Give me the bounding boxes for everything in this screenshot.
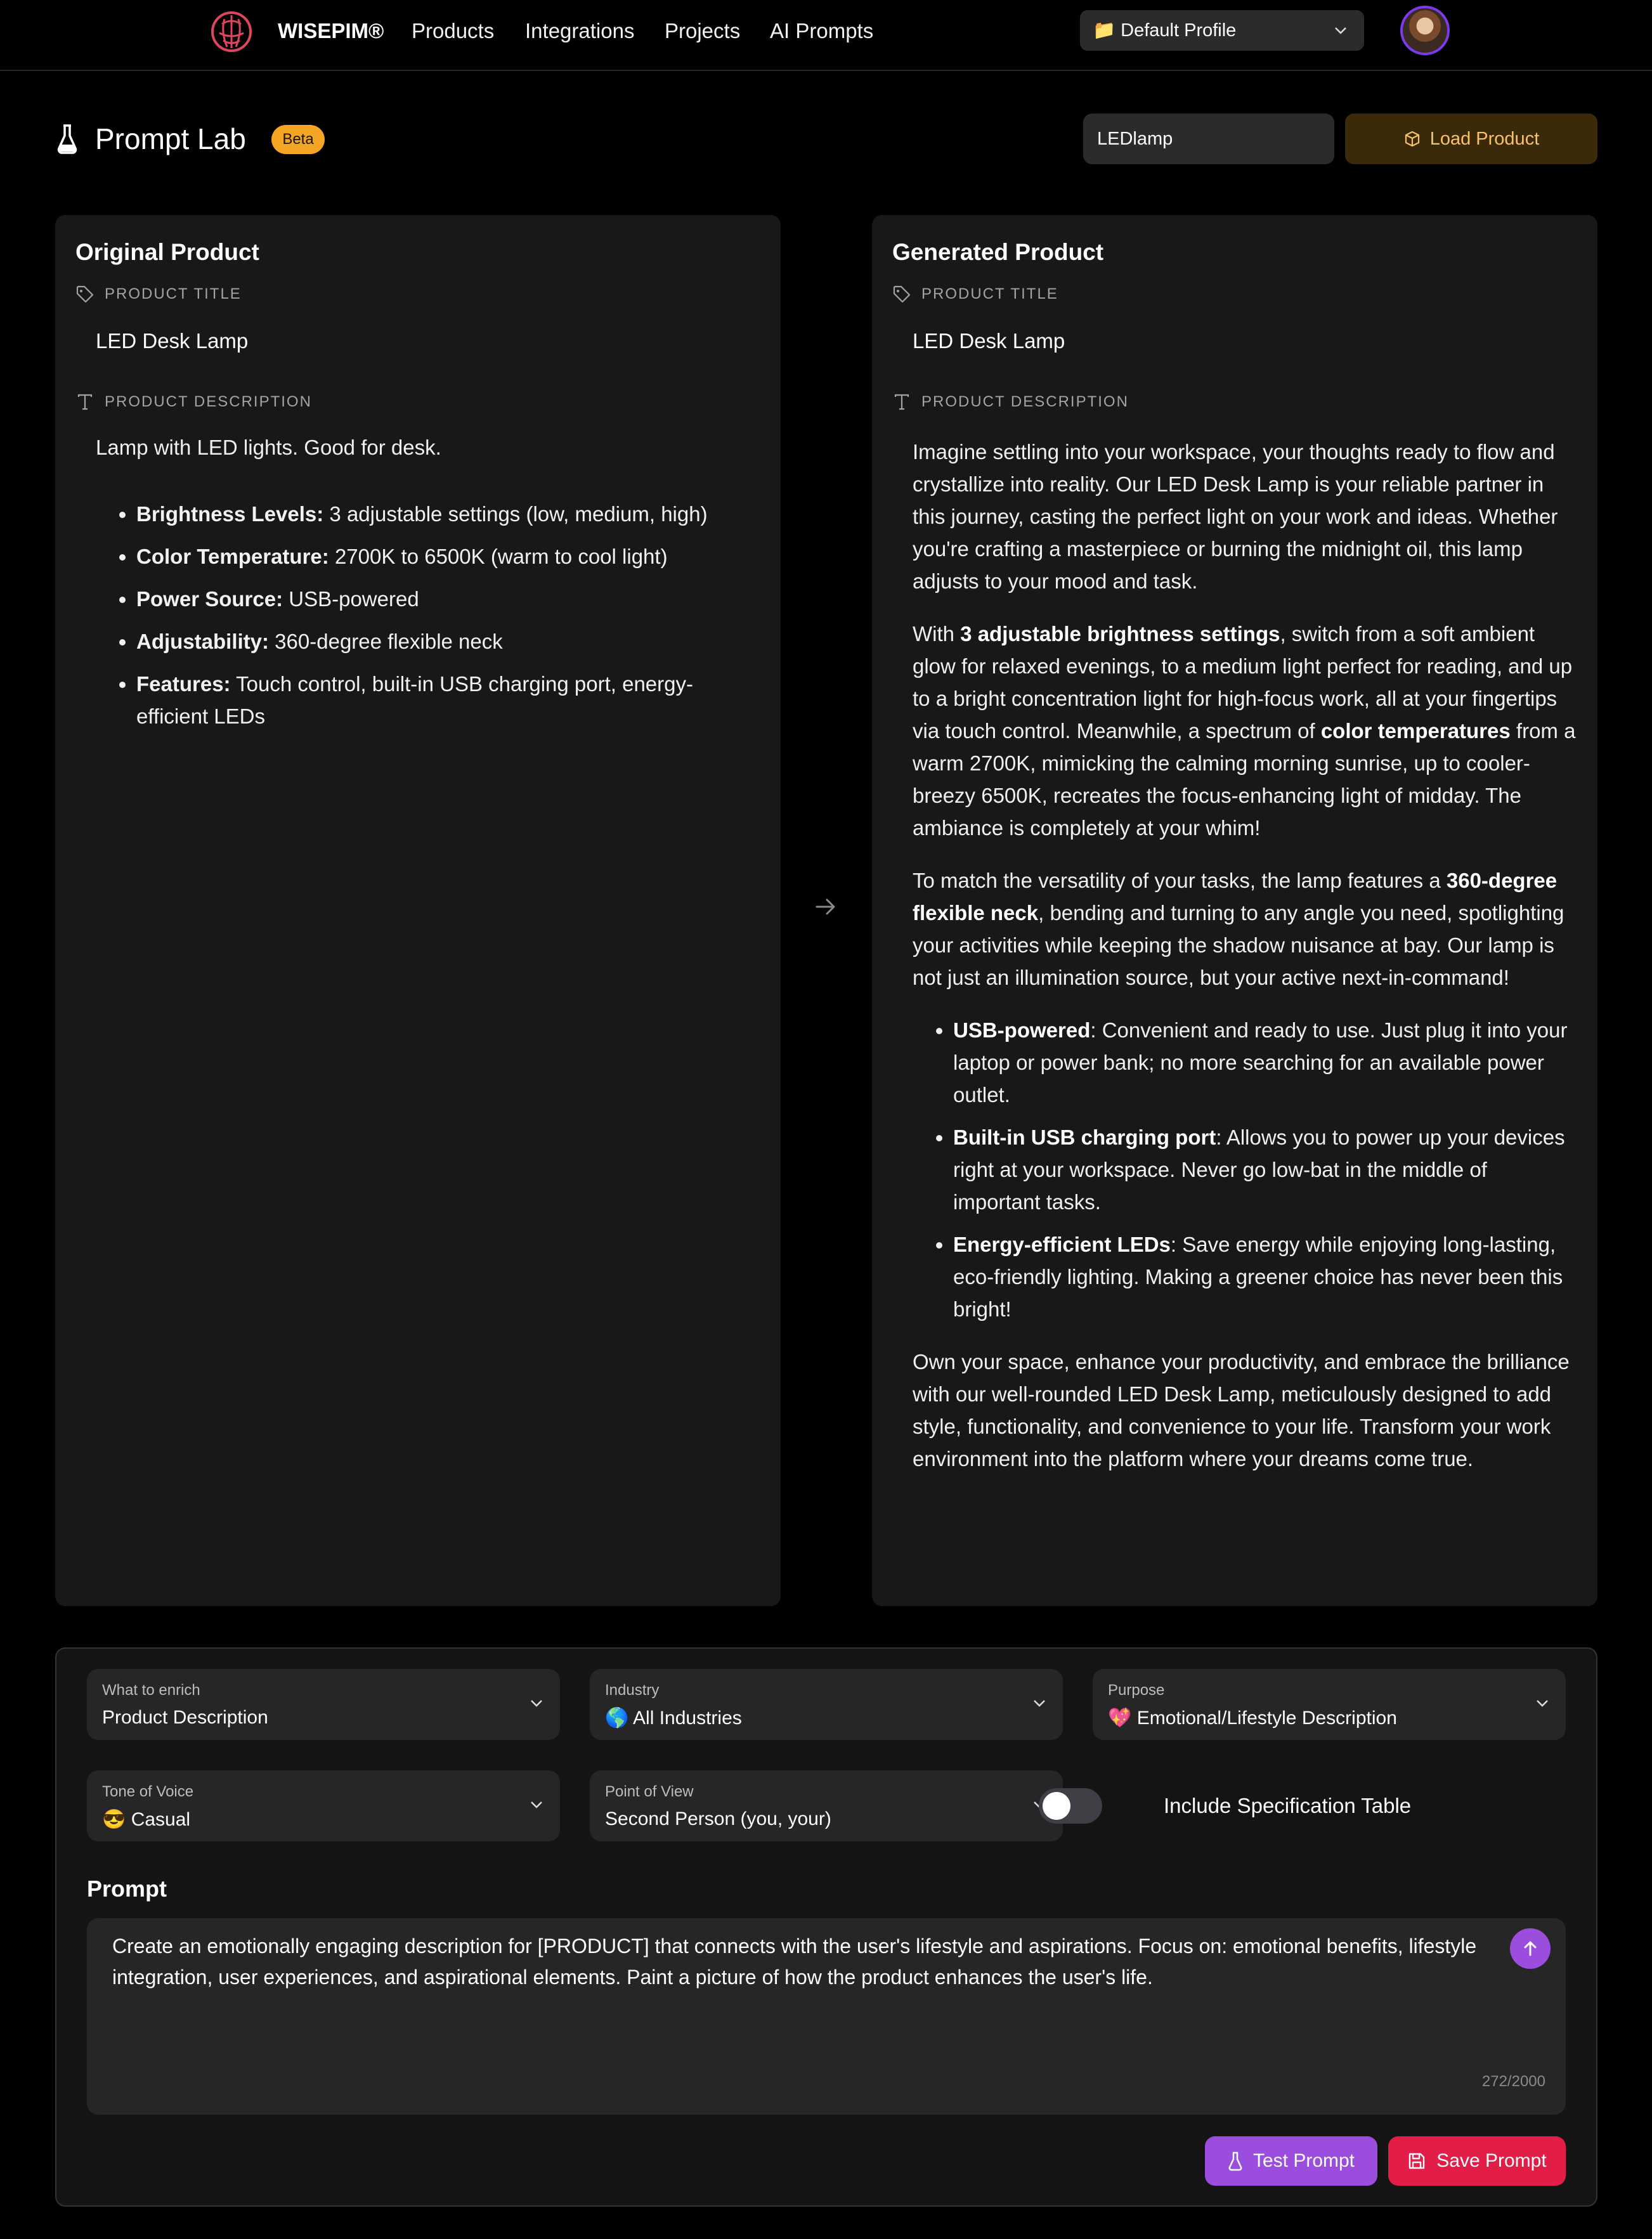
generated-title-value: LED Desk Lamp <box>913 329 1065 353</box>
desc-paragraph: Imagine settling into your workspace, your thoughts ready to flow and crystallize into reality. Our LED Desk Lamp is your reliable partner in this journey, casting the perfect light on your work and ideas. Whether you're crafting a masterpiece or burning the midnight oil, this lamp adjusts to your mood and task. <box>913 440 1558 593</box>
list-item: • Features: Touch control, built-in USB charging port, energy-efficient LEDs <box>136 668 760 732</box>
test-prompt-button[interactable] <box>1205 2136 1377 2186</box>
flask-icon <box>1228 2151 1243 2171</box>
original-title-value: LED Desk Lamp <box>96 329 249 353</box>
list-item: • Color Temperature: 2700K to 6500K (warm to cool light) <box>136 540 760 573</box>
purpose-select-label: Purpose <box>1108 1682 1165 1699</box>
test-prompt-label: Test Prompt <box>1252 2150 1355 2171</box>
toggle-knob <box>1043 1792 1070 1820</box>
original-desc-intro: Lamp with LED lights. Good for desk. <box>96 436 441 459</box>
nav-link-products[interactable]: Products <box>412 19 495 42</box>
list-item: • Adjustability: 360-degree flexible neck <box>136 625 760 658</box>
purpose-select-value: 💖 Emotional/Lifestyle Description <box>1108 1708 1397 1729</box>
list-item: • Brightness Levels: 3 adjustable settings (low, medium, high) <box>136 498 760 530</box>
industry-select-value: 🌎 All Industries <box>605 1708 742 1729</box>
load-product-button[interactable] <box>1345 114 1597 164</box>
list-item: • Energy-efficient LEDs: Save energy while enjoying long-lasting, eco-friendly lighting. Making a greener choice has never been this bright! <box>953 1228 1577 1325</box>
chevron-down-icon <box>530 1798 543 1811</box>
nav-link-integrations[interactable]: Integrations <box>525 19 635 42</box>
save-prompt-label: Save Prompt <box>1436 2150 1547 2171</box>
tone-select-value: 😎 Casual <box>102 1809 191 1830</box>
send-prompt-button[interactable] <box>1510 1928 1551 1969</box>
pov-select-label: Point of View <box>605 1783 694 1800</box>
tone-select[interactable] <box>87 1770 560 1841</box>
text-icon <box>892 393 911 412</box>
save-prompt-button[interactable] <box>1388 2136 1566 2186</box>
nav-link-ai-prompts[interactable]: AI Prompts <box>770 19 874 42</box>
user-avatar[interactable] <box>1400 6 1450 55</box>
original-desc-label: PRODUCT DESCRIPTION <box>105 393 312 410</box>
original-desc-label-row <box>75 393 760 412</box>
generated-product-heading: Generated Product <box>892 239 1104 265</box>
list-item: • Power Source: USB-powered <box>136 583 760 615</box>
enrich-select-label: What to enrich <box>102 1682 200 1699</box>
tone-select-label: Tone of Voice <box>102 1783 194 1800</box>
flask-icon <box>56 123 79 155</box>
prompt-heading: Prompt <box>87 1876 167 1902</box>
prompt-textarea[interactable] <box>87 1918 1566 2115</box>
beta-badge: Beta <box>271 125 325 154</box>
profile-select-value: 📁 Default Profile <box>1093 20 1237 41</box>
original-title-label-row <box>75 285 760 304</box>
desc-paragraph: Own your space, enhance your productivity, and embrace the brilliance with our well-rounded LED Desk Lamp, meticulously designed to add style, functionality, and convenience to your life. Transform your work environment into the platform where your dreams come true. <box>913 1350 1570 1470</box>
tag-icon <box>892 285 911 304</box>
product-search-input[interactable] <box>1083 114 1334 164</box>
text-icon <box>75 393 94 412</box>
generated-product-panel <box>872 215 1597 1606</box>
arrow-right-icon <box>813 894 838 919</box>
save-icon <box>1407 2151 1426 2171</box>
chevron-down-icon <box>1032 1697 1046 1710</box>
industry-select-label: Industry <box>605 1682 660 1699</box>
chevron-down-icon <box>1535 1697 1549 1710</box>
page-title: Prompt Lab <box>95 122 246 155</box>
brain-logo-icon[interactable] <box>208 10 255 53</box>
purpose-select[interactable] <box>1093 1669 1566 1740</box>
original-product-panel <box>55 215 781 1606</box>
arrow-up-icon <box>1521 1939 1540 1958</box>
top-nav <box>0 0 1652 71</box>
pov-select-value: Second Person (you, your) <box>605 1808 831 1829</box>
list-item: • Built-in USB charging port: Allows you to power up your devices right at your workspace. Never go low-bat in the middle of important tasks. <box>953 1121 1577 1218</box>
box-icon <box>1403 130 1421 148</box>
original-spec-list <box>96 498 760 732</box>
industry-select[interactable] <box>590 1669 1063 1740</box>
chevron-down-icon <box>1334 24 1348 37</box>
generated-title-label: PRODUCT TITLE <box>921 285 1058 302</box>
tag-icon <box>75 285 94 304</box>
generated-desc-label-row <box>892 393 1577 412</box>
generated-description <box>913 436 1577 1475</box>
chevron-down-icon <box>530 1697 543 1710</box>
load-product-label: Load Product <box>1429 128 1540 149</box>
generated-feature-list <box>913 1014 1577 1325</box>
profile-select[interactable] <box>1080 10 1364 51</box>
list-item: • USB-powered: Convenient and ready to use. Just plug it into your laptop or power bank; no more searching for an available power outlet. <box>953 1014 1577 1111</box>
point-of-view-select[interactable] <box>590 1770 1063 1841</box>
desc-paragraph: With 3 adjustable brightness settings, switch from a soft ambient glow for relaxed evenings, to a medium light perfect for reading, and up to a bright concentration light for high-focus work, all at your fingertips via touch control. Meanwhile, a spectrum of color temperatures from a warm 2700K, mimicking the calming morning sunrise, up to cooler-breezy 6500K, recreates the focus-enhancing light of midday. The ambiance is completely at your whim! <box>913 622 1576 840</box>
generated-title-label-row <box>892 285 1577 304</box>
desc-paragraph: To match the versatility of your tasks, the lamp features a 360-degree flexible neck, bending and turning to any angle you need, spotlighting your activities while keeping the shadow nuisance at bay. Our lamp is not just an illumination source, but your active next-in-command! <box>913 869 1564 989</box>
spec-table-toggle[interactable] <box>1039 1788 1102 1824</box>
original-product-heading: Original Product <box>75 239 259 265</box>
enrich-select[interactable] <box>87 1669 560 1740</box>
brand-name[interactable]: WISEPIM® <box>278 19 384 42</box>
char-count: 272/2000 <box>1481 2073 1545 2090</box>
prompt-text: Create an emotionally engaging description for [PRODUCT] that connects with the user's lifestyle and aspirations. Focus on: emotional benefits, lifestyle integration, user experiences, and aspirational elements. Paint a picture of how the product enhances the user's life. <box>112 1935 1477 1989</box>
nav-link-projects[interactable]: Projects <box>665 19 741 42</box>
spec-table-toggle-label: Include Specification Table <box>1164 1794 1412 1817</box>
original-title-label: PRODUCT TITLE <box>105 285 242 302</box>
enrich-select-value: Product Description <box>102 1707 268 1728</box>
generated-desc-label: PRODUCT DESCRIPTION <box>921 393 1129 410</box>
